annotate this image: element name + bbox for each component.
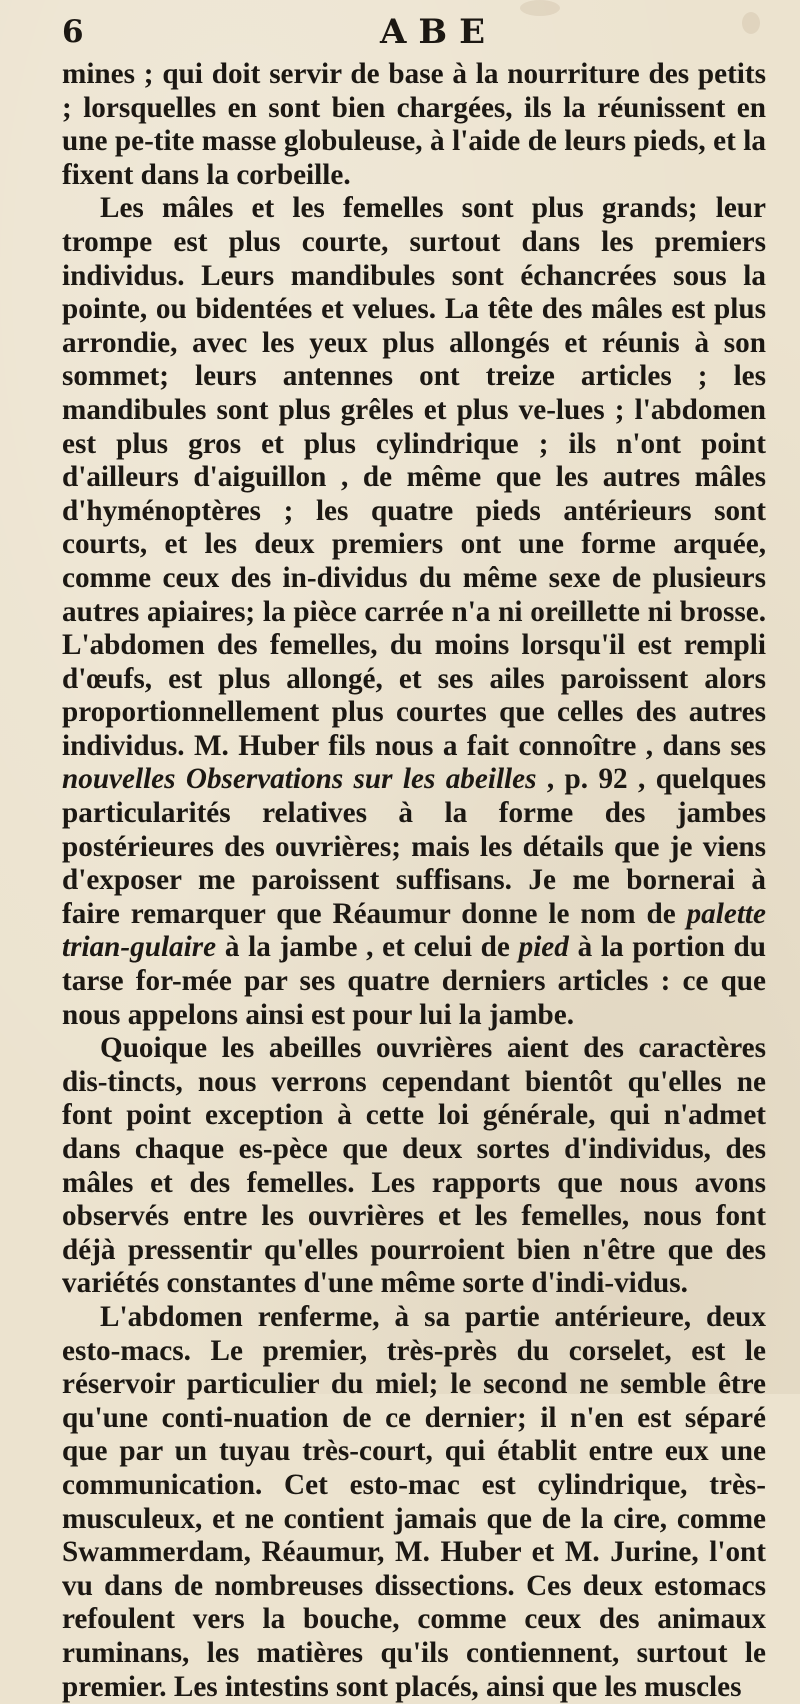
italic-term-palette: palette trian-gulaire <box>62 897 766 964</box>
italic-term-pied: pied <box>518 931 569 964</box>
paragraph-2-text-b: , p. 92 , quelques particularités relatives à la forme des jambes postérieures des ouvrières; mais les détails que je viens d'exposer me paroissent suffisans. Je me bornerai à faire remarquer que Réaumur donne le nom de <box>62 763 767 930</box>
paragraph-2 <box>62 192 766 1032</box>
italic-title: nouvelles Observations sur les abeilles <box>62 763 537 796</box>
running-head: ABE <box>380 12 498 52</box>
paragraph-2-text-c: à la jambe , et celui de <box>216 931 519 964</box>
paragraph-3: Quoique les abeilles ouvrières aient des caractères dis-tincts, nous verrons cependant bientôt qu'elles ne font point exception à cette loi générale, qui n'admet dans chaque es-pèce que deux sortes d'individus, des mâles et des femelles. Les rapports que nous avons observés entre les ouvrières et les femelles, nous font déjà pressentir qu'elles pourroient bien n'être que des variétés constantes d'une même sorte d'indi-vidus. <box>62 1032 766 1300</box>
paragraph-2-text-a: Les mâles et les femelles sont plus grands; leur trompe est plus courte, surtout dans les premiers individus. Leurs mandibules sont échancrées sous la pointe, ou bidentées et velues. La tête des mâles est plus arrondie, avec les yeux plus allongés et réunis à son sommet; leurs antennes ont treize articles ; les mandibules sont plus grêles et plus ve-lues ; l'abdomen est plus gros et plus cylindrique ; ils n'ont point d'ailleurs d'aiguillon , de même que les autres mâles d'hyménoptères ; les quatre pieds antérieurs sont courts, et les deux premiers ont une forme arquée, comme ceux des in-dividus du même sexe de plusieurs autres apiaires; la pièce carrée n'a ni oreillette ni brosse. L'abdomen des femelles, du moins lorsqu'il est rempli d'œufs, est plus allongé, et ses ailes paroissent alors proportionnellement plus courtes que celles des autres individus. M. Huber fils nous a fait connoître , dans ses <box>62 192 766 762</box>
page-header <box>58 10 760 58</box>
paragraph-2-text-d: à la portion du tarse for-mée par ses quatre derniers articles : ce que nous appelons ainsi est pour lui la jambe. <box>62 931 766 1031</box>
paragraph-1: mines ; qui doit servir de base à la nourriture des petits ; lorsquelles en sont bien chargées, ils la réunissent en une pe-tite masse globuleuse, à l'aide de leurs pieds, et la fixent dans la corbeille. <box>62 58 766 191</box>
body-text <box>62 58 766 1704</box>
paragraph-4: L'abdomen renferme, à sa partie antérieure, deux esto-macs. Le premier, très-près du corselet, est le réservoir particulier du miel; le second ne semble être qu'une conti-nuation de ce dernier; il n'en est séparé que par un tuyau très-court, qui établit entre eux une communication. Cet esto-mac est cylindrique, très-musculeux, et ne contient jamais que de la cire, comme Swammerdam, Réaumur, M. Huber et M. Jurine, l'ont vu dans de nombreuses dissections. Ces deux estomacs refoulent vers la bouche, comme ceux des animaux ruminans, les matières qu'ils contiennent, surtout le premier. Les intestins sont placés, ainsi que les muscles <box>62 1300 766 1703</box>
page-number: 6 <box>62 14 84 50</box>
